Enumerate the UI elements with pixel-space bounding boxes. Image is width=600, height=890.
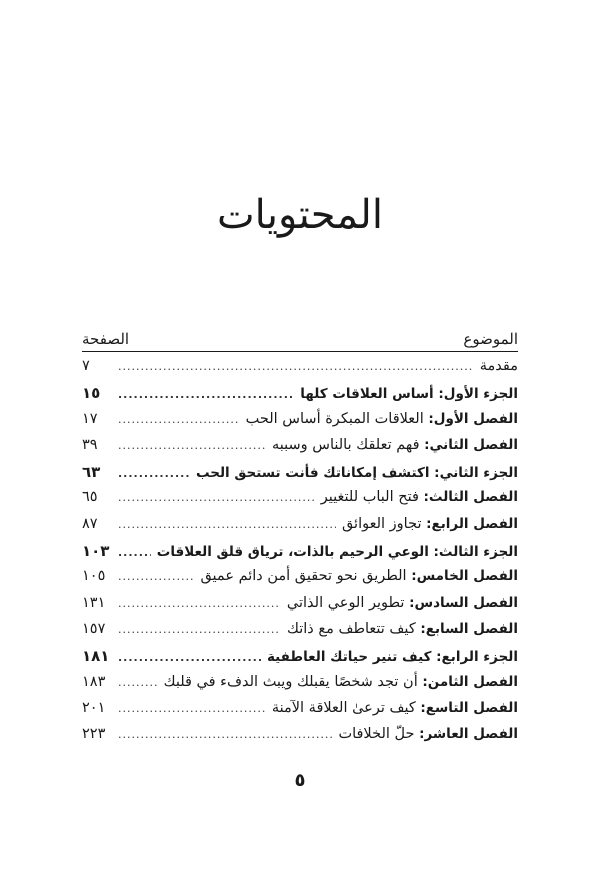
entry-title: أن تجد شخصًا يقبلك ويبث الدفء في قلبك <box>163 673 418 690</box>
toc-entry-part-2 <box>82 463 518 489</box>
entry-page-number: ١٨٣ <box>82 673 106 690</box>
toc-entry-intro <box>82 358 518 384</box>
entry-label: الفصل الثاني: <box>424 436 518 453</box>
entry-label: الجزء الأول: <box>438 386 518 403</box>
leader-dots <box>118 467 190 480</box>
leader-dots <box>118 413 240 426</box>
entry-title: حلّ الخلافات <box>338 726 415 743</box>
leader-dots <box>118 728 332 741</box>
entry-label: الفصل الثامن: <box>422 673 518 690</box>
page-title: المحتويات <box>217 192 383 238</box>
header-divider <box>82 351 518 352</box>
leader-dots <box>118 702 266 715</box>
entry-page-number: ١٠٣ <box>82 542 110 561</box>
leader-dots <box>118 651 261 664</box>
entry-page-number: ٦٥ <box>82 489 98 506</box>
toc-entry-chapter-7 <box>82 621 518 647</box>
leader-dots <box>118 546 151 559</box>
page-number: ٥ <box>294 770 306 791</box>
entry-page-number: ٢٢٣ <box>82 726 106 743</box>
entry-title: اكتشف إمكاناتك فأنت تستحق الحب <box>195 465 430 482</box>
toc-entry-chapter-10 <box>82 726 518 752</box>
entry-label: الجزء الثاني: <box>434 465 518 482</box>
page-column-header: الصفحة <box>82 330 130 348</box>
entry-label: الفصل العاشر: <box>419 726 518 743</box>
entry-title: فتح الباب للتغيير <box>320 489 419 506</box>
toc-entry-part-3 <box>82 542 518 568</box>
leader-dots <box>118 388 294 401</box>
entry-title: كيف تتعاطف مع ذاتك <box>287 620 416 637</box>
toc-entry-part-1 <box>82 384 518 410</box>
toc-entry-chapter-1 <box>82 411 518 437</box>
leader-dots <box>118 597 281 610</box>
table-of-contents <box>82 358 518 752</box>
toc-header <box>82 322 518 348</box>
entry-page-number: ٣٩ <box>82 436 98 453</box>
entry-page-number: ١٨١ <box>82 647 110 666</box>
leader-dots <box>118 518 336 531</box>
entry-title: فهم تعلقك بالناس وسببه <box>271 436 420 453</box>
toc-entry-chapter-5 <box>82 568 518 594</box>
toc-entry-chapter-9 <box>82 700 518 726</box>
entry-page-number: ١٣١ <box>82 594 106 611</box>
entry-title: الوعي الرحيم بالذات، ترياق قلق العلاقات <box>156 544 429 561</box>
toc-entry-chapter-8 <box>82 674 518 700</box>
entry-label: الفصل الثالث: <box>423 489 518 506</box>
entry-title: تطوير الوعي الذاتي <box>286 594 405 611</box>
toc-entry-chapter-2 <box>82 437 518 463</box>
entry-label: الفصل الأول: <box>428 410 518 427</box>
leader-dots <box>118 676 158 689</box>
toc-entry-chapter-3 <box>82 489 518 515</box>
entry-label: الفصل التاسع: <box>420 699 518 716</box>
toc-entry-part-4 <box>82 647 518 673</box>
entry-title: أساس العلاقات كلها <box>300 386 434 403</box>
entry-page-number: ١٠٥ <box>82 568 106 585</box>
leader-dots <box>118 439 266 452</box>
entry-title: مقدمة <box>479 358 518 374</box>
entry-title: كيف تنير حياتك العاطفية <box>266 649 432 666</box>
entry-title: العلاقات المبكرة أساس الحب <box>245 410 424 427</box>
entry-title: الطريق نحو تحقيق أمن دائم عميق <box>200 568 407 585</box>
leader-dots <box>118 360 474 373</box>
entry-page-number: ١٥ <box>82 384 101 403</box>
toc-entry-chapter-6 <box>82 595 518 621</box>
entry-label: الفصل السابع: <box>420 620 518 637</box>
topic-column-header: الموضوع <box>463 330 518 348</box>
entry-page-number: ٢٠١ <box>82 699 106 716</box>
entry-title: تجاوز العوائق <box>341 515 422 532</box>
entry-page-number: ٦٣ <box>82 463 101 482</box>
entry-label: الجزء الرابع: <box>436 649 518 666</box>
entry-label: الجزء الثالث: <box>433 544 518 561</box>
entry-label: الفصل الرابع: <box>426 515 518 532</box>
entry-label: الفصل الخامس: <box>411 568 518 585</box>
leader-dots <box>118 491 315 504</box>
entry-label: الفصل السادس: <box>409 594 518 611</box>
entry-page-number: ١٧ <box>82 410 98 427</box>
entry-page-number: ٧ <box>82 358 90 374</box>
leader-dots <box>118 623 281 636</box>
leader-dots <box>118 570 194 583</box>
entry-page-number: ١٥٧ <box>82 620 106 637</box>
entry-page-number: ٨٧ <box>82 515 98 532</box>
toc-entry-chapter-4 <box>82 516 518 542</box>
entry-title: كيف ترعىٰ العلاقة الآمنة <box>271 699 416 716</box>
